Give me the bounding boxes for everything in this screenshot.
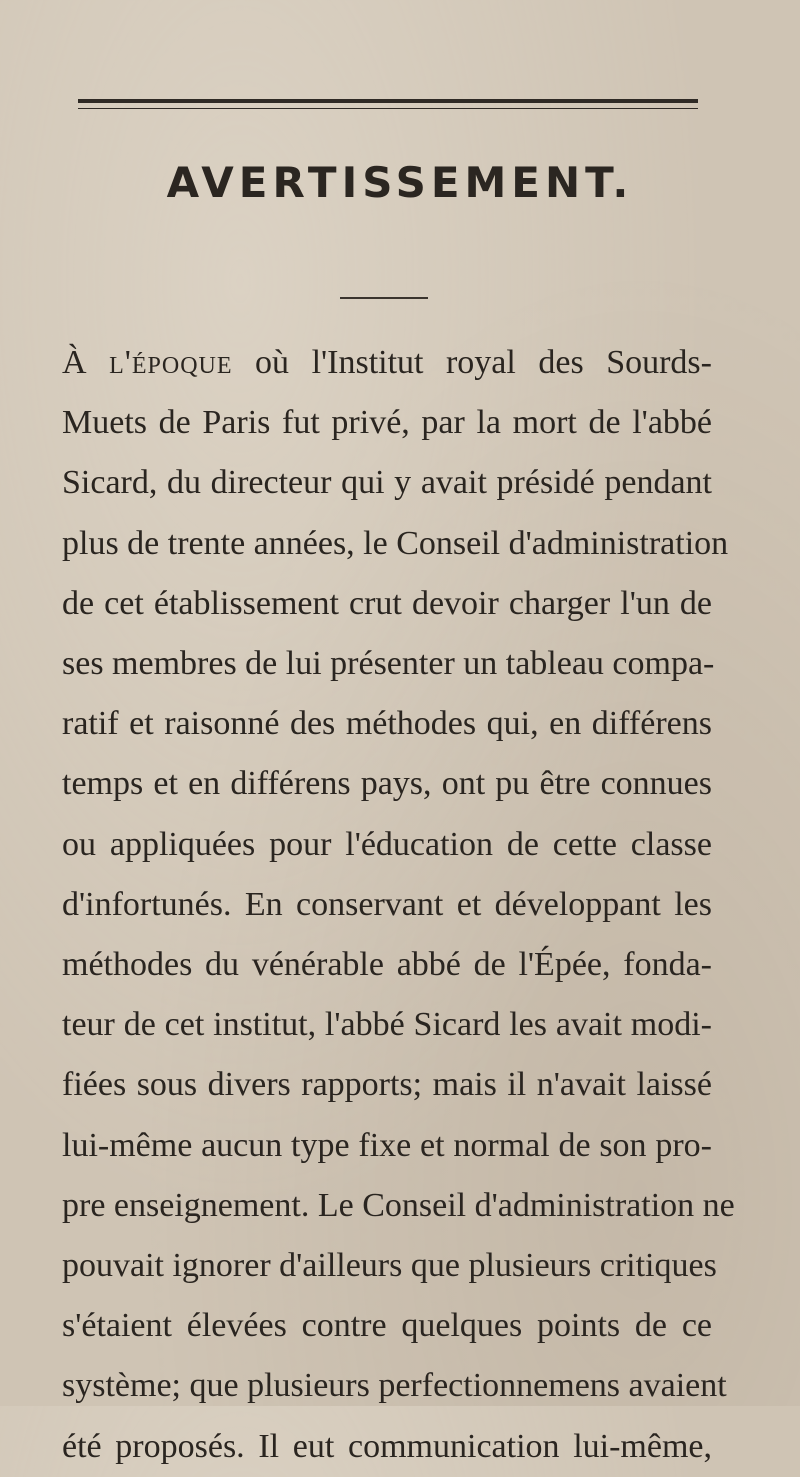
text-line-8: temps et en différens pays, ont pu être connues	[62, 765, 712, 803]
text-line-2: Muets de Paris fut privé, par la mort de l'abbé	[62, 404, 712, 442]
heading-separator-rule	[340, 297, 428, 299]
text-line-15: pre enseignement. Le Conseil d'administration ne	[62, 1186, 735, 1224]
text-line-14: lui-même aucun type fixe et normal de son pro-	[62, 1126, 712, 1164]
page-heading: AVERTISSEMENT.	[166, 158, 634, 207]
lead-initial: À	[62, 344, 87, 381]
text-line-4: plus de trente années, le Conseil d'administration	[62, 524, 729, 562]
text-line-6: ses membres de lui présenter un tableau compa-	[62, 645, 715, 683]
text-line-17: s'étaient élevées contre quelques points de ce	[62, 1307, 712, 1345]
text-line-10: d'infortunés. En conservant et développant les	[62, 885, 712, 923]
line-1-rest: où l'Institut royal des Sourds-	[232, 344, 712, 381]
text-line-9: ou appliquées pour l'éducation de cette classe	[62, 825, 712, 863]
top-double-rule-thin	[78, 108, 698, 109]
text-line-5: de cet établissement crut devoir charger l'un de	[62, 584, 712, 622]
text-line-1	[62, 333, 712, 393]
text-line-3: Sicard, du directeur qui y avait présidé pendant	[62, 464, 712, 502]
body-paragraph	[62, 333, 735, 1477]
top-double-rule-thick	[78, 99, 698, 103]
text-line-11: méthodes du vénérable abbé de l'Épée, fonda-	[62, 946, 712, 984]
text-line-16: pouvait ignorer d'ailleurs que plusieurs critiques	[62, 1247, 717, 1285]
text-line-7: ratif et raisonné des méthodes qui, en différens	[62, 705, 712, 743]
text-line-18: système; que plusieurs perfectionnemens avaient	[62, 1367, 727, 1405]
text-line-13: fiées sous divers rapports; mais il n'avait laissé	[62, 1066, 712, 1104]
lead-smallcaps: l'époque	[109, 344, 233, 381]
text-line-19: été proposés. Il eut communication lui-même,	[62, 1427, 712, 1465]
text-line-12: teur de cet institut, l'abbé Sicard les avait modi-	[62, 1006, 712, 1044]
